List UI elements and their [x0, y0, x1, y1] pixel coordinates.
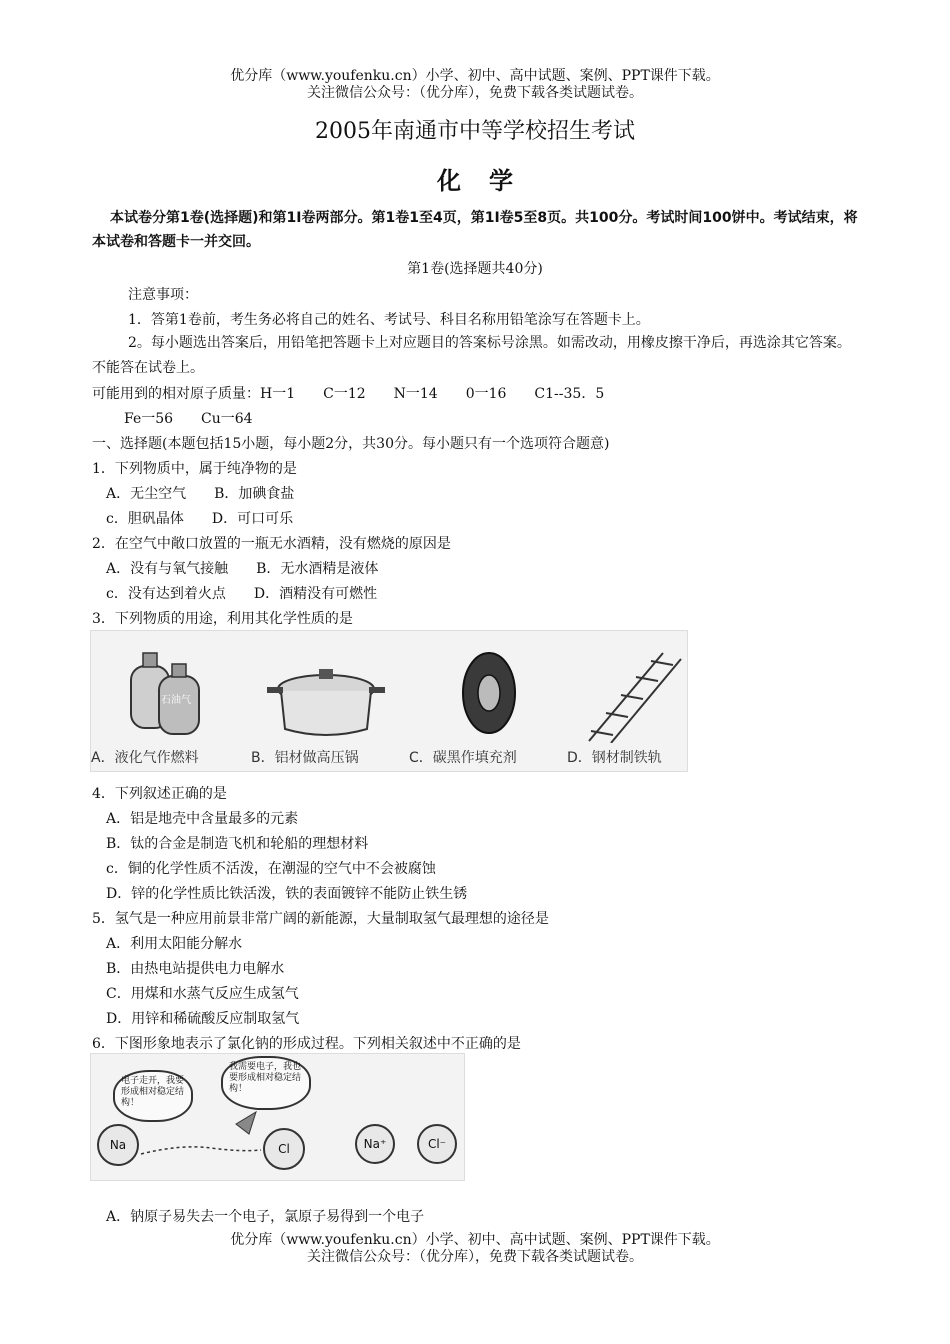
q5-stem: 5．氢气是一种应用前景非常广阔的新能源，大量制取氢气最理想的途径是	[92, 911, 549, 927]
q1-options-row-2: c．胆矾晶体 D．可口可乐	[106, 511, 294, 527]
q6-figure	[90, 1053, 465, 1181]
q6-stem: 6．下图形象地表示了氯化钠的形成过程。下列相关叙述中不正确的是	[92, 1036, 521, 1052]
footer-line-2: 关注微信公众号：（优分库），免费下载各类试题试卷。	[307, 1249, 643, 1265]
q4-option-c: c．铜的化学性质不活泼，在潮湿的空气中不会被腐蚀	[106, 861, 436, 877]
q5-option-d: D．用锌和稀硫酸反应制取氢气	[106, 1011, 300, 1027]
q3-figure	[90, 630, 688, 772]
speech-bubble-na: 电子走开，我要形成相对稳定结构！	[113, 1070, 193, 1122]
rail-track-icon	[589, 653, 681, 743]
q3-stem: 3．下列物质的用途，利用其化学性质的是	[92, 611, 353, 627]
q2-stem: 2．在空气中敞口放置的一瓶无水酒精，没有燃烧的原因是	[92, 536, 451, 552]
q4-option-d: D．锌的化学性质比铁活泼，铁的表面镀锌不能防止铁生锈	[106, 886, 468, 902]
exam-title: 2005年南通市中等学校招生考试	[315, 119, 635, 144]
pressure-cooker-icon	[267, 669, 385, 735]
q1-options-row-1: A．无尘空气 B．加碘食盐	[106, 486, 295, 502]
q2-options-row-1: A．没有与氧气接触 B．无水酒精是液体	[106, 561, 379, 577]
atomic-mass-line-1: 可能用到的相对原子质量：H一1 C一12 N一14 0一16 C1--35．5	[92, 386, 605, 402]
section-1-heading: 一、选择题(本题包括15小题，每小题2分，共30分。每小题只有一个选项符合题意)	[92, 436, 610, 452]
q3-label-c: C．碳黑作填充剂	[409, 750, 517, 766]
q5-option-a: A．利用太阳能分解水	[106, 936, 243, 952]
atomic-mass-line-2: Fe一56 Cu一64	[124, 411, 253, 427]
q3-illustrations	[91, 631, 687, 743]
ion-cl: Cl⁻	[417, 1124, 457, 1164]
atom-na: Na	[97, 1124, 139, 1166]
header-line-1: 优分库（www.youfenku.cn）小学、初中、高中试题、案例、PPT课件下载。	[230, 68, 720, 84]
q5-option-b: B．由热电站提供电力电解水	[106, 961, 285, 977]
header-line-2: 关注微信公众号：（优分库），免费下载各类试题试卷。	[307, 85, 643, 101]
q5-option-c: C．用煤和水蒸气反应生成氢气	[106, 986, 299, 1002]
notice-title: 注意事项：	[128, 287, 198, 303]
q4-option-b: B．钛的合金是制造飞机和轮船的理想材料	[106, 836, 369, 852]
speech-bubble-cl: 我需要电子，我也要形成相对稳定结构！	[221, 1056, 311, 1110]
ion-na: Na⁺	[355, 1124, 395, 1164]
notice-item-1: 1．答第1卷前，考生务必将自己的姓名、考试号、科目名称用铅笔涂写在答题卡上。	[128, 312, 650, 328]
q4-option-a: A．铝是地壳中含量最多的元素	[106, 811, 299, 827]
q3-label-a: A．液化气作燃料	[91, 750, 199, 766]
atom-cl: Cl	[263, 1128, 305, 1170]
q2-options-row-2: c．没有达到着火点 D．酒精没有可燃性	[106, 586, 378, 602]
part1-heading: 第1卷(选择题共40分)	[407, 261, 543, 277]
tire-icon	[463, 653, 515, 733]
exam-intro: 本试卷分第1卷(选择题)和第1I卷两部分。第1卷1至4页，第1I卷5至8页。共100分。考试时间100饼中。考试结束，将本试卷和答题卡一并交回。	[92, 210, 858, 250]
q6-option-a: A．钠原子易失去一个电子，氯原子易得到一个电子	[106, 1209, 425, 1225]
q1-stem: 1．下列物质中，属于纯净物的是	[92, 461, 297, 477]
subject-title: 化学	[437, 167, 541, 195]
cylinder-label: 石油气	[161, 695, 191, 706]
q3-label-b: B．铝材做高压锅	[251, 750, 359, 766]
footer-line-1: 优分库（www.youfenku.cn）小学、初中、高中试题、案例、PPT课件下载。	[230, 1232, 720, 1248]
notice-item-2: 2。每小题选出答案后，用铅笔把答题卡上对应题目的答案标号涂黑。如需改动，用橡皮擦干净后，再选涂其它答案。不能答在试卷上。	[92, 335, 851, 376]
q3-label-d: D．钢材制铁轨	[567, 750, 662, 766]
q4-stem: 4．下列叙述正确的是	[92, 786, 227, 802]
